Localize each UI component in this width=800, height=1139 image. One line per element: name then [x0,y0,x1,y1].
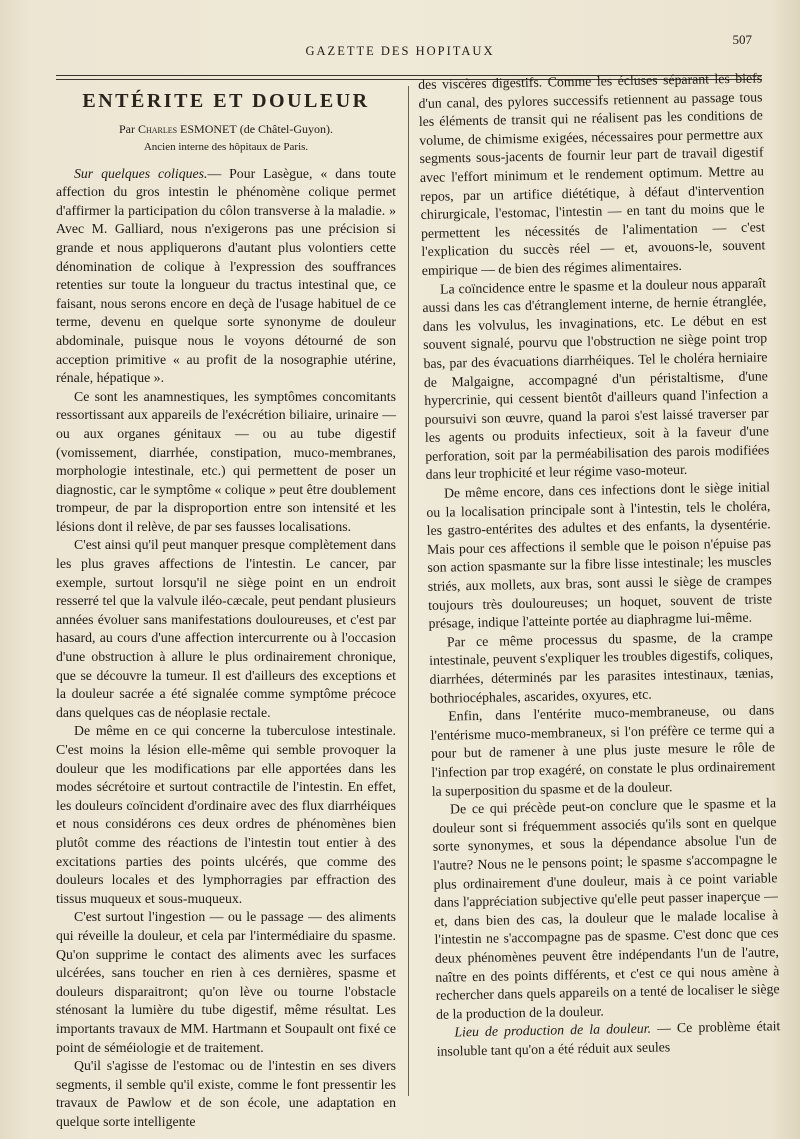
left-column [56,88,396,1131]
paragraph: De même en ce qui concerne la tuberculose intestinale. C'est moins la lésion elle-même qui semble provoquer la douleur que les modifications par elle apportées dans les modes sécrétoire et surtout contractile de l'intestin. En effet, les douleurs coïncident d'ordinaire avec des flux diarrhéiques et nous considérons ces deux ordres de phénomènes bien plutôt comme des réactions de l'intestin tout entier à des excitations parties des points ulcérés, que comme des douleurs locales et des lymphorragies par effraction des tissus muqueux et sous-muqueux. [56,723,396,906]
paragraph: De ce qui précède peut-on conclure que le spasme et la douleur sont si fréquemment associés qu'ils sont en quelque sorte synonymes, et sous la dépendance absolue l'un de l'autre? Nous ne le pensons point; le spasme s'accompagne le plus ordinairement d'une douleur, mais à ce point variable dans l'appréciation subjective qu'elle peut passer inaperçue — et, dans bien des cas, la douleur que le malade localise à l'intestin ne s'accompagne pas de spasme. C'est donc que ces deux phénomènes peuvent être indépendants l'un de l'autre, naître en des points différents, et c'est ce qui nous amène à rechercher dans quels appareils on a tenté de localiser le siège de la production de la douleur. [432,795,780,1022]
byline-prefix: Par [118,121,138,136]
paragraph-text: — Pour Lasègue, « dans toute affection du gros intestin le phénomène colique permet d'affirmer la participation du côlon transverse à la maladie. » Avec M. Galliard, nous n'exigerons pas une précision si grande et nous appliquerons d'autant plus volontiers cette dénomination de colique à l'expression des souffrances retenties sur toute la longueur du tractus intestinal que, ce faisant, nous serons encore en deçà de l'usage habituel de ce terme, devenu en quelque sorte synonyme de douleur abdominale, puisque nous le voyons détourné de son acception primitive « au profit de la nosographie utérine, rénale, hépatique ». [56,165,396,386]
right-column [418,69,781,1061]
paragraph [56,165,396,388]
article-title: ENTÉRITE ET DOULEUR [82,90,370,112]
byline [56,121,396,137]
journal-title: GAZETTE DES HOPITAUX [305,44,495,58]
column-divider [408,86,409,1096]
paragraph: De même encore, dans ces infections dont le siège initial ou la localisation principale sont à l'intestin, tels le choléra, les gastro-entérites des adultes et des enfants, la dysentérie. Mais pour ces affections il semble que le poison n'épuise pas son action spasmante sur la fibre lisse intestinale; les muscles striés, aux mollets, aux bras, sont aussi le siège de crampes toujours très douloureuses; un hoquet, souvent de triste présage, indique l'atteinte portée au diaphragme lui-même. [426,479,773,632]
paragraph: des viscères digestifs. Comme les écluses séparant les biefs d'un canal, des pylores successifs retiennent au passage tous les éléments de transit qui ne réalisent pas les conditions de volume, de chimisme exigées, nécessaires pour permettre aux segments sous-jacents de fournir leur part de travail digestif avec l'effort minimum et le rendement optimum. Mettre au repos, par un artifice diététique, à défaut d'intervention chirurgicale, l'estomac, l'intestin — en tant du moins que le permettent les nécessités de l'alimentation — c'est l'explication du succès réel — et, avouons-le, souvent empirique — de bien des régimes alimentaires. [418,70,766,278]
paragraph-text: — Ce problème était insoluble tant qu'on a été réduit aux seules [436,1018,781,1059]
paragraph: Qu'il s'agisse de l'estomac ou de l'intestin en ses divers segments, il semble qu'il existe, comme le font pressentir les travaux de Pawlow et de son école, une adaptation en quelque sorte intelligente [56,1058,396,1129]
author-name: Charles ESMONET [137,121,237,136]
paragraph: Ce sont les anamnestiques, les symptômes concomitants ressortissant aux appareils de l'exécrétion biliaire, urinaire — ou aux organes génitaux — ou au tube digestif (vomissement, diarrhée, constipation, muco-membranes, morphologie intestinale, etc.) qui permettent de poser un diagnostic, car le symptôme « colique » peut être doublement trompeur, de par la disproportion entre son intensité et les lésions dont il relève, de par ses fausses localisations. [56,388,396,534]
paragraph: C'est surtout l'ingestion — ou le passage — des aliments qui réveille la douleur, et cela par l'intermédiaire du spasme. Qu'on supprime le contact des aliments avec les surfaces ulcérées, sans toucher en rien à ces dernières, spasme et douleurs disparaitront; qu'on lève ou tourne l'obstacle sténosant la lumière du tube digestif, même résultat. Les importants travaux de MM. Hartmann et Soupault ont fixé ce point de séméiologie et de traitement. [56,909,396,1055]
paragraph: Par ce même processus du spasme, de la crampe intestinale, peuvent s'expliquer les troubles digestifs, coliques, diarrhées, déterminés par les parasites intestinaux, tænias, bothriocéphales, ascarides, oxyures, etc. [429,628,774,706]
paragraph [436,1018,781,1062]
page-number: 507 [732,32,752,47]
author-role: Ancien interne des hôpitaux de Paris. [143,140,309,153]
section-lead-in: Sur quelques coliques. [74,165,208,181]
paragraph: Enfin, dans l'entérite muco-membraneuse, ou dans l'entérisme muco-membraneux, si l'on préfère ce terme qui a pour but de ramener à une plus juste mesure le rôle de l'infection par trop exagéré, on constate le plus ordinairement la superposition du spasme et de la douleur. [430,702,776,799]
author-location: (de Châtel-Guyon). [236,121,334,136]
section-lead-in: Lieu de production de la douleur. [454,1020,652,1040]
running-head [0,32,800,64]
paragraph: La coïncidence entre le spasme et la douleur nous apparaît aussi dans les cas d'étranglement interne, de hernie étranglée, dans les volvulus, les invaginations, etc. Le début en est souvent signalé, pourvu que l'obstruction ne siège point trop bas, par des évacuations diarrhéiques. Tel le choléra herniaire de Malgaigne, accompagné d'un péristaltisme, d'une hypercrinie, qui cessent bientôt d'ailleurs quand l'infection a poursuivi son œuvre, quand la paroi s'est laissé traverser par les agents ou produits infectieux, soit à la faveur d'une perforation, soit par la perméabilisation des parois modifiées dans leur trophicité et leur régime vaso-moteur. [422,274,770,483]
paragraph: C'est ainsi qu'il peut manquer presque complètement dans les plus graves affections de l'intestin. Le cancer, par exemple, surtout lorsqu'il ne siège point en un endroit resserré tel que la valvule iléo-cæcale, peut pendant plusieurs années évoluer sans manifestations douloureuses, et c'est par hasard, au cours d'une affection intercurrente ou à l'occasion d'une obstruction à allure le plus ordinairement chronique, que se découvre la tumeur. Il est d'ailleurs des exceptions et la douleur sacrée a été signalée comme symptôme précoce dans quelques cas de néoplasie rectale. [56,537,396,720]
